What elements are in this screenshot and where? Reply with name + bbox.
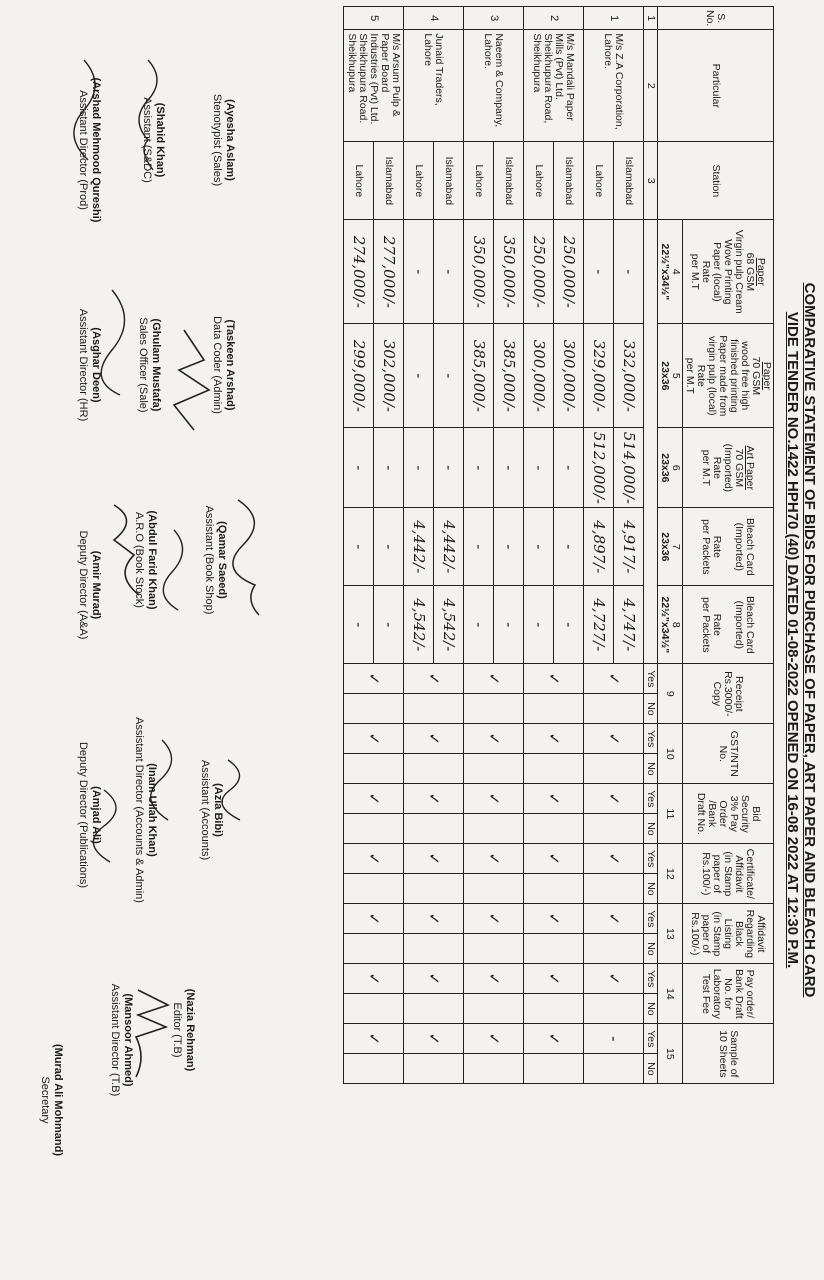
- no-label: No: [644, 694, 658, 724]
- rate-bleach-card-22x34: -: [464, 586, 494, 664]
- rate-bleach-card-22x34: -: [494, 586, 524, 664]
- yes-label: Yes: [644, 904, 658, 934]
- serial-number: 5: [344, 7, 404, 30]
- station-cell: Islamabad: [614, 142, 644, 220]
- yes-label: Yes: [644, 724, 658, 754]
- check-col-10-yes: ✓: [464, 724, 524, 754]
- signature-scribble: [136, 990, 168, 1077]
- rate-paper-68gsm: 350,000/-: [494, 220, 524, 324]
- rate-paper-70gsm: 385,000/-: [494, 324, 524, 428]
- no-label: No: [644, 754, 658, 784]
- check-col-11-yes: ✓: [344, 784, 404, 814]
- rate-paper-70gsm: 300,000/-: [524, 324, 554, 428]
- header-c4: Paper 68 GSM Virgin pulp Cream Wove Printing Paper (local) Rate per M.T: [683, 220, 774, 324]
- check-col-14-yes: ✓: [464, 964, 524, 994]
- header-particular: Particular: [658, 30, 774, 142]
- signatory-4: (Taskeen Arshad) Data Coder (Admin): [211, 316, 236, 414]
- col-number-11: 11: [658, 784, 683, 844]
- rate-bleach-card-22x34: 4,727/-: [584, 586, 614, 664]
- rate-paper-70gsm: -: [434, 324, 464, 428]
- rate-art-paper: -: [374, 428, 404, 508]
- rate-paper-70gsm: 300,000/-: [554, 324, 584, 428]
- signature-scribble: [233, 500, 259, 615]
- yes-label: Yes: [644, 784, 658, 814]
- rate-paper-68gsm: -: [584, 220, 614, 324]
- title-line-1: COMPARATIVE STATEMENT OF BIDS FOR PURCHASE OF PAPER, ART PAPER AND BLEACH CARD: [801, 282, 818, 998]
- check-col-11-yes: ✓: [584, 784, 644, 814]
- serial-number: 4: [404, 7, 464, 30]
- rate-paper-70gsm: 302,000/-: [374, 324, 404, 428]
- station-cell: Islamabad: [374, 142, 404, 220]
- col-number-15: 15: [658, 1024, 683, 1084]
- header-c13: Affidavit Regarding Black Listing (in Stamp paper of Rs.100/-): [683, 904, 774, 964]
- col-number-5: 5 23x36: [658, 324, 683, 428]
- col-number-13: 13: [658, 904, 683, 964]
- yes-label: Yes: [644, 664, 658, 694]
- rate-paper-68gsm: 350,000/-: [464, 220, 494, 324]
- signatory-11: (Inam Ullah Khan) Assistant Director (Accounts & Admin): [133, 717, 158, 903]
- check-col-12-yes: ✓: [524, 844, 584, 874]
- check-col-12-yes: ✓: [584, 844, 644, 874]
- check-col-15-yes: ✓: [344, 1024, 404, 1054]
- check-col-15-yes: ✓: [524, 1024, 584, 1054]
- header-c12: Certificate/ Affidavit (in Stamp paper of Rs.100/-): [683, 844, 774, 904]
- rate-bleach-card-23x36: -: [494, 508, 524, 586]
- signature-scribble: [222, 760, 240, 820]
- signatory-2: (Shahid Khan) Assistant (S&DC): [141, 97, 166, 183]
- rate-bleach-card-23x36: 4,917/-: [614, 508, 644, 586]
- col-number-3: 3: [644, 142, 658, 220]
- rate-art-paper: -: [344, 428, 374, 508]
- signature-scribble: [151, 740, 172, 820]
- station-cell: Islamabad: [494, 142, 524, 220]
- check-col-9-yes: ✓: [404, 664, 464, 694]
- bidder-name: Junaid Traders, Lahore: [404, 30, 464, 142]
- rate-paper-70gsm: 299,000/-: [344, 324, 374, 428]
- check-col-9-yes: ✓: [524, 664, 584, 694]
- signature-scribble: [139, 60, 157, 170]
- rate-bleach-card-23x36: -: [554, 508, 584, 586]
- rate-bleach-card-22x34: -: [524, 586, 554, 664]
- check-col-9-yes: ✓: [464, 664, 524, 694]
- serial-number: 1: [584, 7, 644, 30]
- yes-label: Yes: [644, 844, 658, 874]
- header-c7: Bleach Card (Imported) Rate per Packets: [683, 508, 774, 586]
- check-col-15-yes: -: [584, 1024, 644, 1054]
- check-col-15-yes: ✓: [404, 1024, 464, 1054]
- check-col-13-yes: ✓: [344, 904, 404, 934]
- signatory-9: (Amir Murad) Deputy Director (A&A): [77, 530, 102, 640]
- signature-scribble: [174, 330, 209, 430]
- col-number-2: 2: [644, 30, 658, 142]
- col-number-12: 12: [658, 844, 683, 904]
- header-c15: Sample of 10 Sheets: [683, 1024, 774, 1084]
- check-col-13-yes: ✓: [464, 904, 524, 934]
- bidder-name: M/s Mandali Paper Mills (Pvt) Ltd. Sheikhupura Road, Sheikhupura: [524, 30, 584, 142]
- station-cell: Lahore: [584, 142, 614, 220]
- rate-art-paper: -: [434, 428, 464, 508]
- serial-number: 2: [524, 7, 584, 30]
- signatory-13: (Nazia Rehman) Editor (T.B): [171, 988, 196, 1072]
- col-number-9: 9: [658, 664, 683, 724]
- station-cell: Islamabad: [554, 142, 584, 220]
- col-number-14: 14: [658, 964, 683, 1024]
- rate-paper-68gsm: -: [404, 220, 434, 324]
- check-col-12-yes: ✓: [464, 844, 524, 874]
- check-col-15-yes: ✓: [464, 1024, 524, 1054]
- rate-paper-68gsm: 250,000/-: [554, 220, 584, 324]
- check-col-14-yes: ✓: [404, 964, 464, 994]
- col-number-1: 1: [644, 7, 658, 30]
- station-cell: Islamabad: [434, 142, 464, 220]
- check-col-11-yes: ✓: [524, 784, 584, 814]
- header-c11: Bid Security 3% Pay Order /Bank Draft No.: [683, 784, 774, 844]
- signatory-1: (Ayesha Aslam) Stenotypist (Sales): [211, 93, 236, 187]
- signature-scribble: [114, 505, 139, 595]
- check-col-12-yes: ✓: [404, 844, 464, 874]
- title-line-2: VIDE TENDER NO.1422 HPH70 (40) DATED 01-08-2022 OPENED ON 16-08 2022 AT 12:30 P.M.: [784, 311, 801, 969]
- check-col-10-yes: ✓: [404, 724, 464, 754]
- station-cell: Lahore: [344, 142, 374, 220]
- header-c8: Bleach Card (Imported) Rate per Packets: [683, 586, 774, 664]
- check-col-13-yes: ✓: [584, 904, 644, 934]
- serial-number: 3: [464, 7, 524, 30]
- rate-bleach-card-23x36: -: [374, 508, 404, 586]
- no-label: No: [644, 1054, 658, 1084]
- col-number-8: 8 22½"x34½": [658, 586, 683, 664]
- rate-bleach-card-23x36: -: [344, 508, 374, 586]
- rate-paper-68gsm: 274,000/-: [344, 220, 374, 324]
- rate-art-paper: -: [464, 428, 494, 508]
- rate-bleach-card-23x36: 4,897/-: [584, 508, 614, 586]
- yes-label: Yes: [644, 1024, 658, 1054]
- rate-bleach-card-22x34: 4,542/-: [434, 586, 464, 664]
- rate-paper-70gsm: -: [404, 324, 434, 428]
- rate-bleach-card-22x34: -: [374, 586, 404, 664]
- station-cell: Lahore: [404, 142, 434, 220]
- signature-scribble: [74, 60, 95, 160]
- check-col-13-yes: ✓: [404, 904, 464, 934]
- rate-paper-68gsm: 277,000/-: [374, 220, 404, 324]
- rate-bleach-card-22x34: 4,747/-: [614, 586, 644, 664]
- signature-scribble: [101, 290, 124, 395]
- rate-bleach-card-23x36: 4,442/-: [434, 508, 464, 586]
- signatory-14: (Mansoor Ahmed) Assistant Director (T.B): [109, 983, 134, 1097]
- signatory-6: (Asghar Deen) Assistant Director (HR): [77, 308, 102, 422]
- check-col-9-yes: ✓: [584, 664, 644, 694]
- signatory-10: (Azia Bibi) Assistant (Accounts): [199, 759, 224, 861]
- signatory-7: (Qamar Saeed) Assistant (Book Shop): [203, 505, 228, 615]
- signatory-8: (Abdul Farid Khan) A.R.O (Book Stock): [133, 510, 158, 610]
- signatory-12: (Amjad Ali) Deputy Director (Publications): [77, 741, 102, 889]
- no-label: No: [644, 934, 658, 964]
- rate-bleach-card-23x36: -: [464, 508, 494, 586]
- rate-bleach-card-23x36: -: [524, 508, 554, 586]
- rate-bleach-card-22x34: -: [344, 586, 374, 664]
- rate-art-paper: -: [494, 428, 524, 508]
- check-col-11-yes: ✓: [404, 784, 464, 814]
- bidder-name: M/s Arsum Pulp & Paper Board Industries (Pvt) Ltd. Sheikhupura Road. Sheikhupura: [344, 30, 404, 142]
- signatory-3: (Arshad Mehmood Qureshi) Assistant Director (Prod): [77, 77, 102, 223]
- rate-bleach-card-22x34: 4,542/-: [404, 586, 434, 664]
- check-col-14-yes: ✓: [344, 964, 404, 994]
- station-cell: Lahore: [524, 142, 554, 220]
- rate-art-paper: -: [554, 428, 584, 508]
- header-c5: Paper 70 GSM wood free high finished printing Paper made from virgin pulp (local) Rate per M.T: [683, 324, 774, 428]
- header-c9: Receipt Rs.3000/- Copy: [683, 664, 774, 724]
- check-col-10-yes: ✓: [344, 724, 404, 754]
- col-number-10: 10: [658, 724, 683, 784]
- bidder-name: Naeem & Company, Lahore.: [464, 30, 524, 142]
- check-col-14-yes: ✓: [584, 964, 644, 994]
- rate-paper-68gsm: 250,000/-: [524, 220, 554, 324]
- rate-paper-68gsm: -: [614, 220, 644, 324]
- col-number-7: 7 23x36: [658, 508, 683, 586]
- check-col-13-yes: ✓: [524, 904, 584, 934]
- bidder-name: M/s Z.A Corporation, Lahore.: [584, 30, 644, 142]
- yes-label: Yes: [644, 964, 658, 994]
- rate-art-paper: -: [524, 428, 554, 508]
- check-col-10-yes: ✓: [524, 724, 584, 754]
- signatory-15: (Murad Ali Mohmand) Secretary: [39, 1043, 64, 1157]
- check-col-12-yes: ✓: [344, 844, 404, 874]
- check-col-10-yes: ✓: [584, 724, 644, 754]
- no-label: No: [644, 874, 658, 904]
- header-c14: Pay order/ Bank Draft No. for Laboratory Test Fee: [683, 964, 774, 1024]
- header-station: Station: [658, 142, 774, 220]
- check-col-9-yes: ✓: [344, 664, 404, 694]
- header-c6: Art Paper 70 GSM (Imported) Rate per M.T: [683, 428, 774, 508]
- rate-paper-68gsm: -: [434, 220, 464, 324]
- no-label: No: [644, 814, 658, 844]
- rate-art-paper: 514,000/-: [614, 428, 644, 508]
- header-sno: S. No.: [658, 7, 774, 30]
- signature-scribble: [163, 530, 182, 610]
- col-number-6: 6 23x36: [658, 428, 683, 508]
- station-cell: Lahore: [464, 142, 494, 220]
- header-c10: GST/NTN No.: [683, 724, 774, 784]
- rate-art-paper: 512,000/-: [584, 428, 614, 508]
- rate-paper-70gsm: 329,000/-: [584, 324, 614, 428]
- no-label: No: [644, 994, 658, 1024]
- check-col-14-yes: ✓: [524, 964, 584, 994]
- rate-bleach-card-22x34: -: [554, 586, 584, 664]
- rate-paper-70gsm: 332,000/-: [614, 324, 644, 428]
- rate-bleach-card-23x36: 4,442/-: [404, 508, 434, 586]
- signatory-5: (Ghulam Mustafa) Sales Officer (Sale): [137, 317, 162, 413]
- check-col-11-yes: ✓: [464, 784, 524, 814]
- col-number-4: 4 22½"x34½": [658, 220, 683, 324]
- rate-art-paper: -: [404, 428, 434, 508]
- rate-paper-70gsm: 385,000/-: [464, 324, 494, 428]
- signature-scribble: [93, 790, 116, 862]
